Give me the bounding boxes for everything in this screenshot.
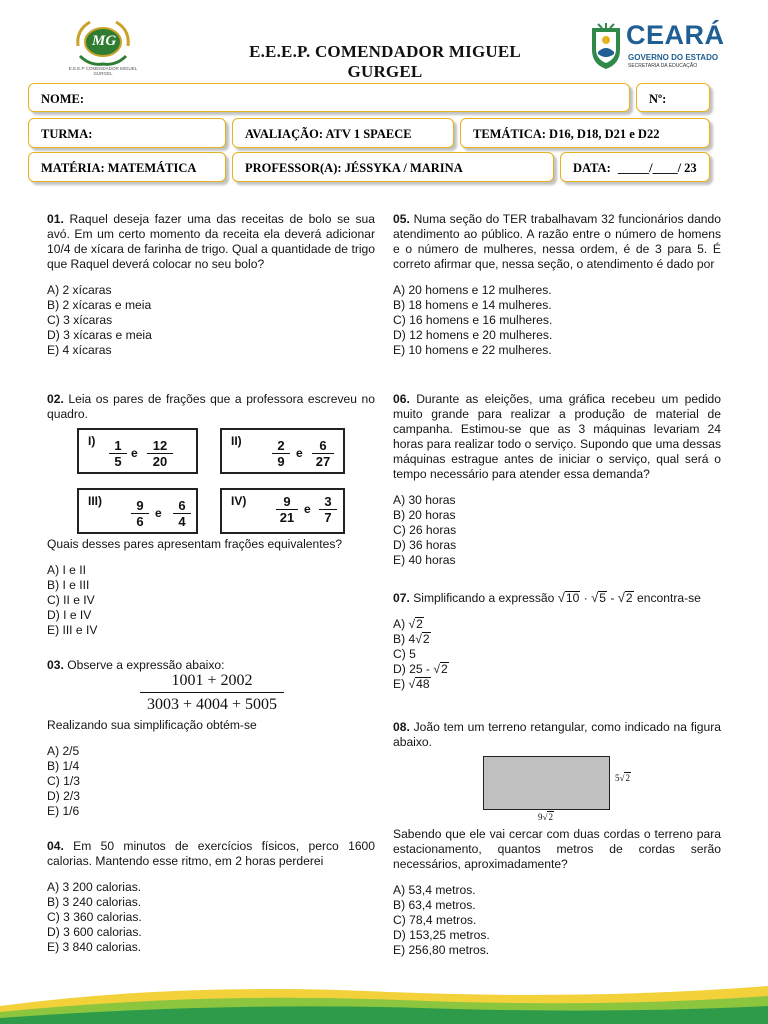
q2-option-d[interactable]: D) I e IV bbox=[47, 608, 92, 622]
question-4: 04. Em 50 minutos de exercícios físicos, perco 1600 calorias. Mantendo esse ritmo, em 2 horas perderei A) 3 200 calorias. B) 3 240 calorias. C) 3 360 calorias. D) 3 600 calorias. E) 3 840 calorias. bbox=[47, 839, 375, 954]
question-3-options bbox=[47, 744, 375, 819]
class-field[interactable] bbox=[28, 118, 226, 148]
ceara-government: GOVERNO DO ESTADO bbox=[628, 53, 719, 62]
q3-option-e[interactable]: E) 1/6 bbox=[47, 804, 80, 818]
terrain-side-label: 5√2 bbox=[615, 773, 630, 783]
question-6: 06. Durante as eleições, uma gráfica recebeu um pedido muito grande para realizar a produção de material de campanha. Estimou-se que as 3 máquinas levariam 24 horas para realizar todo o serviço. Supondo que uma dessas máquinas estrague antes de iniciar o serviço, qual será o tempo necessário para atender essa demanda? A) 30 horas B) 20 horas C) 26 horas D) 36 horas E) 40 horas bbox=[393, 392, 721, 567]
date-value: _____/____/ 23 bbox=[617, 161, 697, 175]
q1-option-d[interactable]: D) 3 xícaras e meia bbox=[47, 328, 152, 342]
q5-option-d[interactable]: D) 12 homens e 20 mulheres. bbox=[393, 328, 553, 342]
fraction-pair-3: III) $\frac{9}{6}$ e $\frac{6}{4}$ bbox=[77, 488, 198, 534]
q3-option-d[interactable]: D) 2/3 bbox=[47, 789, 80, 803]
question-8-prompt: Sabendo que ele vai cercar com duas cordas o terreno para estacionamento, quantos metros de cordas serão necessários, aproximadamente? bbox=[393, 827, 721, 871]
q1-option-e[interactable]: E) 4 xícaras bbox=[47, 343, 112, 357]
question-2: 02. Leia os pares de frações que a professora escreveu no quadro. bbox=[47, 392, 375, 421]
date-label: DATA: bbox=[573, 161, 611, 175]
number-field[interactable] bbox=[636, 83, 710, 112]
question-5: 05. Numa seção do TER trabalhavam 32 funcionários dando atendimento ao público. A razão entre o número de homens e o número de mulheres, nessa ordem, é de 3 para 5. É correto afirmar que, nessa seção, o atendimento é dado por A) 20 homens e 12 mulheres. B) 18 homens e 14 mulheres. C) 16 homens e 16 mulheres. D) 12 homens e 20 mulheres. E) 10 homens e 22 mulheres. bbox=[393, 212, 721, 357]
q4-option-d[interactable]: D) 3 600 calorias. bbox=[47, 925, 142, 939]
q6-option-d[interactable]: D) 36 horas bbox=[393, 538, 457, 552]
q2-option-c[interactable]: C) II e IV bbox=[47, 593, 95, 607]
q6-option-b[interactable]: B) 20 horas bbox=[393, 508, 456, 522]
q3-option-b[interactable]: B) 1/4 bbox=[47, 759, 80, 773]
date-field[interactable] bbox=[560, 152, 710, 182]
q4-option-e[interactable]: E) 3 840 calorias. bbox=[47, 940, 142, 954]
q5-option-b[interactable]: B) 18 homens e 14 mulheres. bbox=[393, 298, 552, 312]
terrain-bottom-label: 9√2 bbox=[538, 812, 553, 822]
q1-option-c[interactable]: C) 3 xícaras bbox=[47, 313, 113, 327]
fraction-pair-1: I) $\frac{1}{5}$ e $\frac{12}{20}$ bbox=[77, 428, 198, 474]
expression-numerator: 1001 + 2002 bbox=[140, 672, 284, 693]
q8-option-b[interactable]: B) 63,4 metros. bbox=[393, 898, 476, 912]
school-logo bbox=[70, 16, 136, 74]
q1-option-a[interactable]: A) 2 xícaras bbox=[47, 283, 112, 297]
q7-option-a[interactable]: A) √2 bbox=[393, 617, 423, 631]
ceara-logo bbox=[588, 22, 724, 72]
question-7: 07. Simplificando a expressão √10 · √5 - √2 encontra-se A) √2 B) 4√2 C) 5 D) 25 - √2 E) √48 bbox=[393, 590, 733, 692]
q6-option-e[interactable]: E) 40 horas bbox=[393, 553, 456, 567]
school-name: E.E.E.P. COMENDADOR MIGUEL GURGEL bbox=[249, 42, 521, 81]
question-4-options bbox=[47, 880, 375, 955]
expression-fraction bbox=[140, 672, 284, 714]
q4-option-b[interactable]: B) 3 240 calorias. bbox=[47, 895, 142, 909]
logo-monogram: MG bbox=[92, 33, 117, 49]
expression-denominator: 3003 + 4004 + 5005 bbox=[146, 696, 278, 713]
terrain-rectangle bbox=[483, 756, 610, 810]
question-3-body bbox=[47, 718, 375, 819]
subject-label: MATÉRIA: MATEMÁTICA bbox=[41, 161, 197, 175]
theme-label: TEMÁTICA: D16, D18, D21 e D22 bbox=[473, 127, 660, 141]
class-label: TURMA: bbox=[41, 127, 93, 141]
q7-option-b[interactable]: B) 4√2 bbox=[393, 632, 430, 646]
teacher-label: PROFESSOR(A): JÉSSYKA / MARINA bbox=[245, 161, 463, 175]
logo-caption: E.E.E.P COMENDADOR MIGUEL GURGEL bbox=[68, 66, 138, 76]
q7-option-c[interactable]: C) 5 bbox=[393, 647, 416, 661]
q8-option-c[interactable]: C) 78,4 metros. bbox=[393, 913, 477, 927]
q5-option-e[interactable]: E) 10 homens e 22 mulheres. bbox=[393, 343, 552, 357]
question-8: 08. João tem um terreno retangular, como indicado na figura abaixo. bbox=[393, 720, 721, 749]
q2-option-b[interactable]: B) I e III bbox=[47, 578, 90, 592]
theme-field bbox=[460, 118, 710, 148]
subject-field bbox=[28, 152, 226, 182]
question-8-options bbox=[393, 883, 721, 958]
question-3-prompt: Realizando sua simplificação obtém-se bbox=[47, 718, 257, 732]
q2-option-a[interactable]: A) I e II bbox=[47, 563, 86, 577]
q2-option-e[interactable]: E) III e IV bbox=[47, 623, 98, 637]
q6-option-a[interactable]: A) 30 horas bbox=[393, 493, 456, 507]
ceara-secretariat: SECRETARIA DA EDUCAÇÃO bbox=[628, 63, 698, 69]
q5-option-c[interactable]: C) 16 homens e 16 mulheres. bbox=[393, 313, 553, 327]
q6-option-c[interactable]: C) 26 horas bbox=[393, 523, 457, 537]
question-6-options bbox=[393, 493, 721, 568]
ceara-word: CEARÁ bbox=[626, 20, 725, 50]
assessment-label: AVALIAÇÃO: ATV 1 SPAECE bbox=[245, 127, 412, 141]
teacher-field bbox=[232, 152, 554, 182]
fraction-pair-4: IV) $\frac{9}{21}$ e $\frac{3}{7}$ bbox=[220, 488, 345, 534]
q5-option-a[interactable]: A) 20 homens e 12 mulheres. bbox=[393, 283, 552, 297]
assessment-field bbox=[232, 118, 454, 148]
question-8-body bbox=[393, 827, 721, 958]
name-field[interactable] bbox=[28, 83, 630, 112]
q8-option-d[interactable]: D) 153,25 metros. bbox=[393, 928, 490, 942]
ceara-shield-icon bbox=[588, 22, 624, 70]
name-label: NOME: bbox=[41, 92, 85, 106]
q4-option-c[interactable]: C) 3 360 calorias. bbox=[47, 910, 142, 924]
q8-option-e[interactable]: E) 256,80 metros. bbox=[393, 943, 490, 957]
question-3: 03. Observe a expressão abaixo: bbox=[47, 658, 225, 672]
q3-option-a[interactable]: A) 2/5 bbox=[47, 744, 80, 758]
fraction-pair-2: II) $\frac{2}{9}$ e $\frac{6}{27}$ bbox=[220, 428, 345, 474]
question-7-options bbox=[393, 617, 733, 692]
question-5-options bbox=[393, 283, 721, 358]
q4-option-a[interactable]: A) 3 200 calorias. bbox=[47, 880, 142, 894]
q7-option-e[interactable]: E) √48 bbox=[393, 677, 430, 691]
left-column bbox=[47, 212, 375, 358]
q7-option-d[interactable]: D) 25 - √2 bbox=[393, 662, 448, 676]
q3-option-c[interactable]: C) 1/3 bbox=[47, 774, 80, 788]
question-2-options bbox=[47, 563, 375, 638]
q1-option-b[interactable]: B) 2 xícaras e meia bbox=[47, 298, 152, 312]
question-1-options bbox=[47, 283, 375, 358]
number-label: Nº: bbox=[649, 92, 667, 106]
footer-wave-decoration bbox=[0, 968, 768, 1024]
q8-option-a[interactable]: A) 53,4 metros. bbox=[393, 883, 476, 897]
question-2-body bbox=[47, 537, 375, 638]
question-2-prompt: Quais desses pares apresentam frações equivalentes? bbox=[47, 537, 343, 551]
question-1: 01. Raquel deseja fazer uma das receitas de bolo se sua avó. Em um certo momento da receita ela deverá adicionar 10/4 de xícara de farinha de trigo. Qual a quantidade de trigo que Raquel deverá colocar no seu bolo? bbox=[47, 212, 375, 271]
